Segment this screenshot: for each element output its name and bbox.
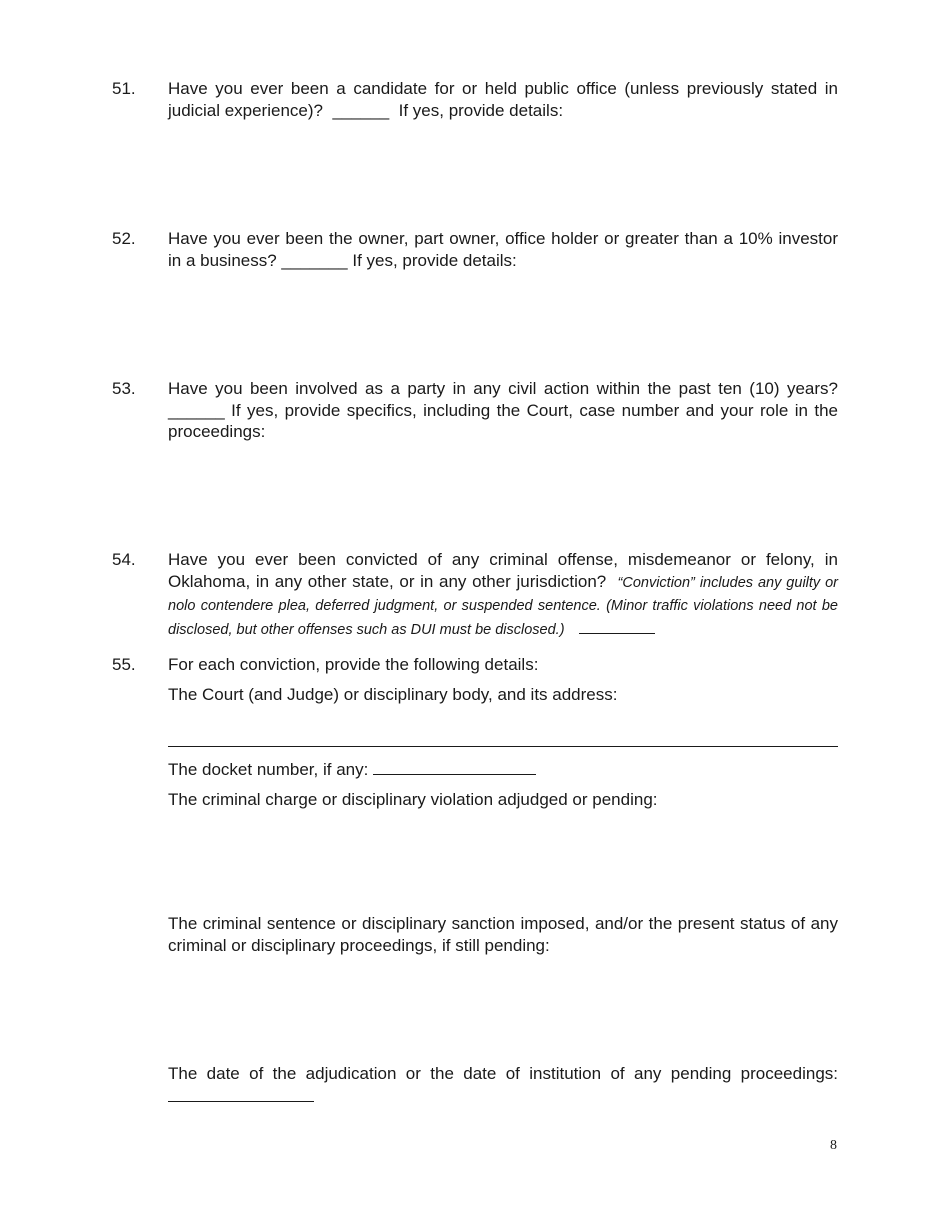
- docket-row: [168, 758, 838, 781]
- question-number: 54.: [112, 550, 136, 569]
- date-answer-line[interactable]: [168, 1085, 314, 1102]
- question-number: 51.: [112, 79, 136, 98]
- question-text: Have you ever been a candidate for or held public office (unless previously stated in judicial experience)?: [168, 79, 838, 120]
- court-label: The Court (and Judge) or disciplinary body, and its address:: [168, 685, 618, 704]
- question-52: [112, 228, 840, 271]
- question-54: [112, 549, 840, 641]
- answer-blank[interactable]: ______: [332, 100, 390, 120]
- question-tail: If yes, provide details:: [398, 100, 564, 120]
- page-number: 8: [830, 1138, 837, 1153]
- question-number: 52.: [112, 229, 136, 248]
- date-row: [168, 1063, 838, 1107]
- date-label: The date of the adjudication or the date of institution of any pending proceedings:: [168, 1064, 838, 1083]
- question-number: 55.: [112, 655, 136, 674]
- answer-blank[interactable]: [579, 619, 655, 634]
- conviction-note: “Conviction” includes any guilty or nolo contendere plea, deferred judgment, or suspended sentence. (Minor traffic violations need not be disclosed, but other offenses such as DUI must be disclosed.): [168, 574, 839, 638]
- question-tail: If yes, provide specifics, including the Court, case number and your role in the proceedings:: [168, 400, 838, 441]
- sentence-label: The criminal sentence or disciplinary sanction imposed, and/or the present status of any criminal or disciplinary proceedings, if still pending:: [168, 914, 838, 955]
- answer-blank[interactable]: _______: [281, 250, 348, 270]
- question-text: Have you ever been convicted of any criminal offense, misdemeanor or felony, in Oklahoma, in any other state, or in any other jurisdiction?: [168, 550, 838, 591]
- question-53: [112, 378, 840, 443]
- question-text: Have you been involved as a party in any civil action within the past ten (10) years?: [168, 379, 838, 398]
- question-text: For each conviction, provide the following details:: [168, 655, 539, 674]
- question-number: 53.: [112, 379, 136, 398]
- answer-blank[interactable]: ______: [168, 400, 225, 420]
- question-51: [112, 78, 840, 121]
- question-tail: If yes, provide details:: [352, 250, 517, 270]
- docket-answer-line[interactable]: [373, 758, 536, 775]
- question-text: Have you ever been the owner, part owner, office holder or greater than a 10% investor in a business?: [168, 229, 838, 270]
- question-55: [112, 654, 840, 676]
- charge-label: The criminal charge or disciplinary violation adjudged or pending:: [168, 790, 658, 809]
- docket-label: The docket number, if any:: [168, 760, 369, 779]
- court-answer-line[interactable]: [168, 746, 838, 747]
